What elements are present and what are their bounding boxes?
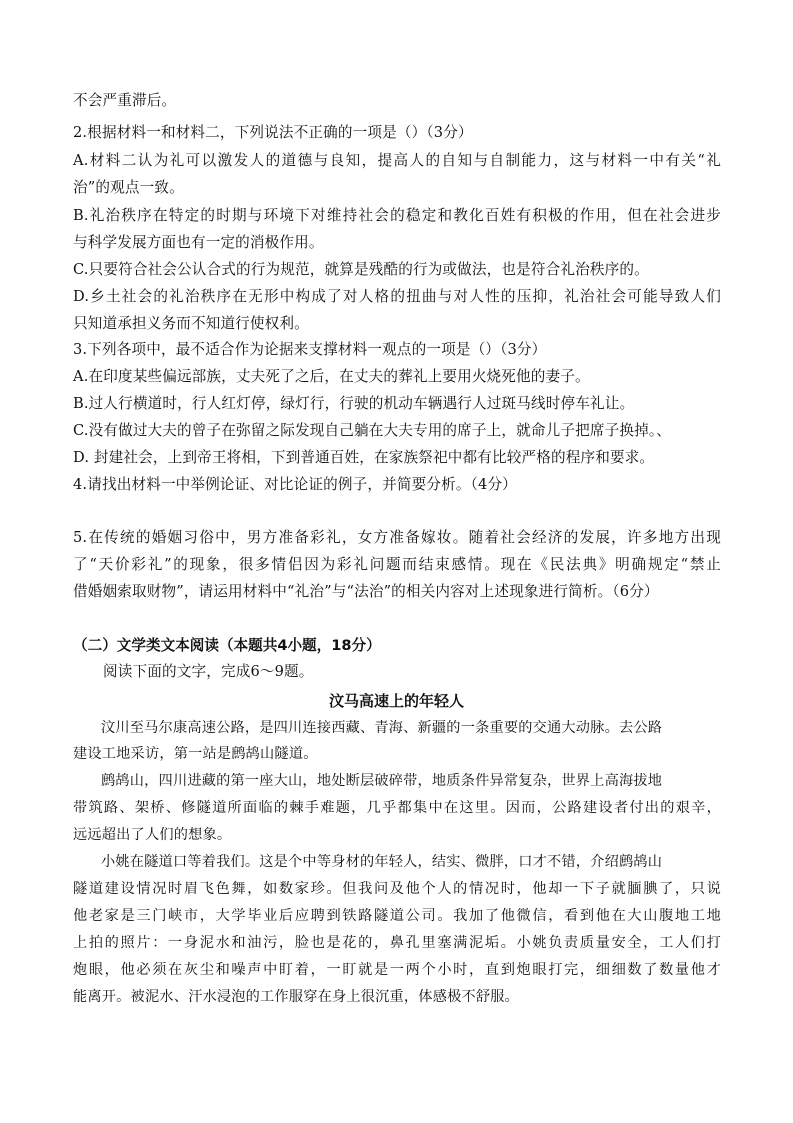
option-d-line-cont: 只知道承担义务而不知道行使权利。 xyxy=(73,315,309,332)
option-a-line: A.材料二认为礼可以激发人的道德与良知，提高人的自知与自制能力，这与材料一中有关“礼 xyxy=(73,152,721,169)
question-5-cont: 借婚姻索取财物”，请运用材料中“礼治”与“法治”的相关内容对上述现象进行简析。（6分） xyxy=(73,583,659,600)
option-b-line: B.过人行横道时，行人红灯停，绿灯行，行驶的机动车辆遇行人过斑马线时停车礼让。 xyxy=(73,395,635,412)
section-heading: （二）文学类文本阅读（本题共4小题，18分） xyxy=(73,637,381,654)
passage-line: 鹧鸪山，四川进藏的第一座大山，地处断层破碎带，地质条件异常复杂，世界上高海拔地 xyxy=(101,773,663,789)
option-b-line-cont: 与科学发展方面也有一定的消极作用。 xyxy=(73,234,324,251)
passage-title: 汶马高速上的年轻人 xyxy=(328,692,464,710)
question-2: 2.根据材料一和材料二，下列说法不正确的一项是（）（3分） xyxy=(73,124,473,141)
passage-line: 带筑路、架桥、修隧道所面临的棘手难题，几乎都集中在这里。因而，公路建设者付出的艰辛， xyxy=(73,800,721,816)
option-d-line: D.乡土社会的礼治秩序在无形中构成了对人格的扭曲与对人性的压抑，礼治社会可能导致人们 xyxy=(73,288,721,305)
passage-line: 隧道建设情况时眉飞色舞，如数家珍。但我问及他个人的情况时，他却一下子就腼腆了，只说 xyxy=(73,881,721,897)
passage-line: 他老家是三门峡市，大学毕业后应聘到铁路隧道公司。我加了他微信，看到他在大山腹地工地 xyxy=(73,908,721,924)
option-c-line: C.没有做过大夫的曾子在弥留之际发现自己躺在大夫专用的席子上，就命儿子把席子换掉。、 xyxy=(73,422,672,439)
option-a-line: A.在印度某些偏远部族，丈夫死了之后，在丈夫的葬礼上要用火烧死他的妻子。 xyxy=(73,368,590,385)
option-b-line: B.礼治秩序在特定的时期与环境下对维持社会的稳定和教化百姓有积极的作用，但在社会进步 xyxy=(73,207,721,224)
reading-instruction: 阅读下面的文字，完成6～9题。 xyxy=(103,663,314,680)
passage-line: 小姚在隧道口等着我们。这是个中等身材的年轻人，结实、微胖，口才不错，介绍鹧鸪山 xyxy=(101,854,663,870)
question-4: 4.请找出材料一中举例论证、对比论证的例子，并简要分析。（4分） xyxy=(73,476,517,493)
passage-line: 远远超出了人们的想象。 xyxy=(73,827,232,843)
question-3: 3.下列各项中，最不适合作为论据来支撑材料一观点的一项是（）（3分） xyxy=(73,341,547,358)
question-5-cont: 了“天价彩礼”的现象，很多情侣因为彩礼问题而结束感情。现在《民法典》明确规定“禁止 xyxy=(73,556,721,573)
passage-line: 汶川至马尔康高速公路，是四川连接西藏、青海、新疆的一条重要的交通大动脉。去公路 xyxy=(101,720,663,736)
option-d-line: D. 封建社会，上到帝王将相，下到普通百姓，在家族祭祀中都有比较严格的程序和要求。 xyxy=(73,449,655,466)
question-5: 5.在传统的婚姻习俗中，男方准备彩礼，女方准备嫁妆。随着社会经济的发展，许多地方出现 xyxy=(73,529,721,546)
passage-line: 上拍的照片：一身泥水和油污，脸也是花的，鼻孔里塞满泥垢。小姚负责质量安全，工人们打 xyxy=(73,935,721,951)
option-c-line: C.只要符合社会公认合式的行为规范，就算是残酷的行为或做法，也是符合礼治秩序的。 xyxy=(73,261,649,278)
passage-line: 炮眼，他必须在灰尘和噪声中盯着，一盯就是一两个小时，直到炮眼打完，细细数了数量他才 xyxy=(73,962,721,978)
passage-line: 建设工地采访，第一站是鹧鸪山隧道。 xyxy=(73,746,318,762)
passage-line: 能离开。被泥水、汗水浸泡的工作服穿在身上很沉重，体感极不舒服。 xyxy=(73,989,520,1005)
option-a-line-cont: 治”的观点一致。 xyxy=(73,179,184,196)
text-line: 不会严重滞后。 xyxy=(73,92,177,109)
